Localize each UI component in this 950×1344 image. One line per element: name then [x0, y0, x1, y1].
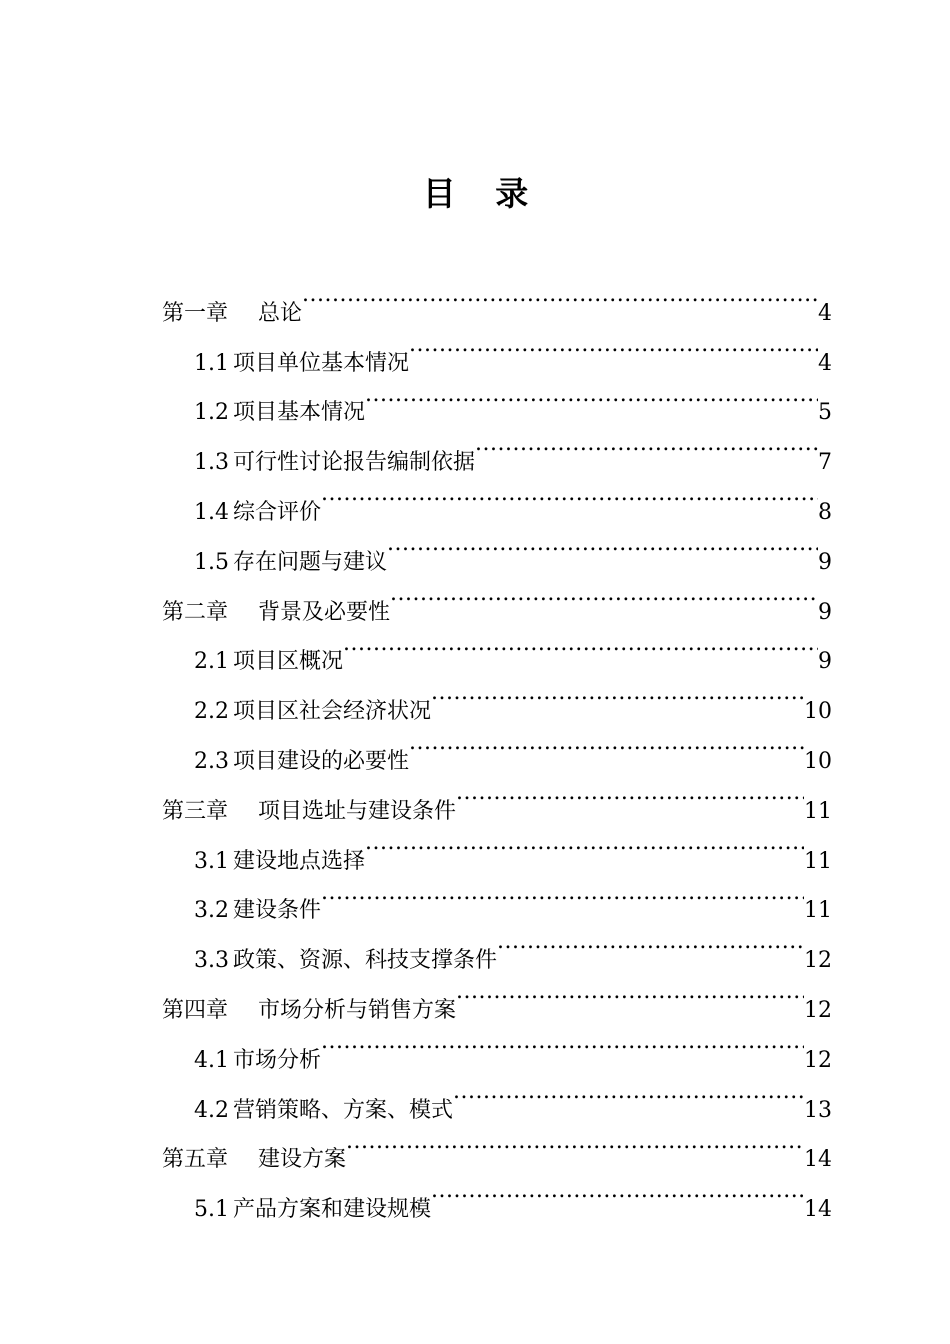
- toc-entry-page: 14: [804, 1197, 832, 1223]
- toc-entry-page: 14: [804, 1147, 832, 1173]
- toc-entry-page: 13: [804, 1097, 832, 1123]
- dot-leader: [365, 370, 818, 420]
- toc-entry-number: 4.1: [194, 1047, 229, 1073]
- toc-entry-page: 9: [818, 549, 832, 575]
- dot-leader: [456, 967, 804, 1017]
- dot-leader: [321, 469, 818, 519]
- toc-entry-title: 总论: [258, 300, 303, 326]
- dot-leader: [390, 569, 818, 619]
- toc-entry-number: 第三章: [162, 798, 229, 824]
- dot-leader: [431, 1166, 804, 1216]
- toc-entry-number: 2.2: [194, 699, 229, 725]
- dot-leader: [475, 419, 818, 469]
- toc-entry-title: 建设条件: [233, 898, 322, 924]
- dot-leader: [431, 668, 804, 718]
- toc-entry-page: 10: [804, 699, 832, 725]
- toc-title: 目 录: [422, 174, 543, 213]
- toc-entry-title: 项目单位基本情况: [233, 350, 410, 376]
- toc-entry-number: 3.3: [194, 948, 229, 974]
- toc-entry-number: 1.1: [194, 350, 229, 376]
- toc-entry-title: 项目基本情况: [233, 400, 366, 426]
- toc-entry-title: 营销策略、方案、模式: [233, 1097, 454, 1123]
- toc-entry-number: 1.4: [194, 499, 229, 525]
- toc-entry-title: 可行性讨论报告编制依据: [233, 450, 476, 476]
- toc-entry-number: 1.2: [194, 400, 229, 426]
- toc-entry-number: 第四章: [162, 997, 229, 1023]
- toc-entry-title: 政策、资源、科技支撑条件: [233, 948, 498, 974]
- toc-entry-title: 项目建设的必要性: [233, 748, 410, 774]
- toc-entry-page: 5: [818, 400, 832, 426]
- toc-entry-number: 1.5: [194, 549, 229, 575]
- toc-entry-title: 建设地点选择: [233, 848, 366, 874]
- toc-entry-title: 建设方案: [258, 1147, 347, 1173]
- dot-leader: [409, 718, 804, 768]
- toc-entry-title: 综合评价: [233, 499, 322, 525]
- toc-entry-page: 8: [818, 499, 832, 525]
- dot-leader: [321, 868, 804, 918]
- toc-entry-title: 项目区概况: [233, 649, 344, 675]
- toc-entry-page: 11: [804, 798, 832, 824]
- toc-entry-number: 4.2: [194, 1097, 229, 1123]
- toc-entry-page: 4: [818, 300, 832, 326]
- toc-entry-number: 第五章: [162, 1147, 229, 1173]
- toc-entry-number: 5.1: [194, 1197, 229, 1223]
- toc-entry-number: 3.1: [194, 848, 229, 874]
- toc-entry-number: 第二章: [162, 599, 229, 625]
- toc-entry-number: 第一章: [162, 300, 229, 326]
- toc-entry[interactable]: [162, 270, 832, 326]
- table-of-contents: [162, 270, 832, 1223]
- dot-leader: [453, 1067, 804, 1117]
- toc-entry-title: 背景及必要性: [258, 599, 391, 625]
- dot-leader: [365, 818, 804, 868]
- toc-entry-title: 产品方案和建设规模: [233, 1197, 432, 1223]
- toc-entry-page: 11: [804, 898, 832, 924]
- toc-entry-number: 2.1: [194, 649, 229, 675]
- dot-leader: [497, 917, 804, 967]
- toc-entry-page: 11: [804, 848, 832, 874]
- dot-leader: [456, 768, 804, 818]
- dot-leader: [409, 320, 818, 370]
- dot-leader: [343, 619, 818, 669]
- toc-entry-page: 9: [818, 649, 832, 675]
- toc-entry-number: 1.3: [194, 450, 229, 476]
- toc-entry-title: 项目选址与建设条件: [258, 798, 457, 824]
- toc-entry-title: 市场分析: [233, 1047, 322, 1073]
- dot-leader: [321, 1017, 804, 1067]
- toc-entry-title: 项目区社会经济状况: [233, 699, 432, 725]
- toc-entry-page: 9: [818, 599, 832, 625]
- dot-leader: [387, 519, 818, 569]
- dot-leader: [346, 1117, 804, 1167]
- toc-entry-page: 10: [804, 748, 832, 774]
- toc-entry-number: 3.2: [194, 898, 229, 924]
- toc-entry-page: 12: [804, 948, 832, 974]
- toc-entry-page: 7: [818, 450, 832, 476]
- toc-entry-title: 存在问题与建议: [233, 549, 388, 575]
- toc-entry-page: 12: [804, 1047, 832, 1073]
- toc-entry-page: 4: [818, 350, 832, 376]
- toc-entry-title: 市场分析与销售方案: [258, 997, 457, 1023]
- toc-entry-page: 12: [804, 997, 832, 1023]
- dot-leader: [302, 270, 818, 320]
- toc-entry-number: 2.3: [194, 748, 229, 774]
